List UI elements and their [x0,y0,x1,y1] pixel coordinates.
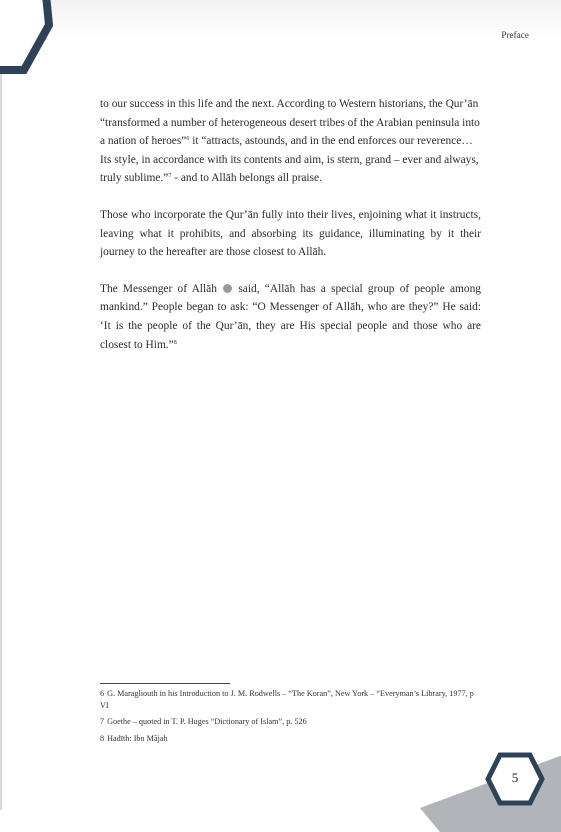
footnote-ref-8[interactable]: 8 [173,339,177,346]
footnotes [100,688,484,749]
salla-honorific-icon [223,284,232,293]
footnote-ref-6[interactable]: 6 [186,136,190,143]
main-text [100,95,481,372]
running-head: Preface [501,30,529,40]
page-number: 5 [511,770,519,785]
paragraph-3: The Messenger of Allāh said, “Allāh has a special group of people among mankind.” People began to ask: “O Messenger of Allāh, who are they?” He said: ‘It is the people of the Qur’ān, they are His special people and those who are closest to Him.”$^8$ [100,282,482,351]
footnote-divider [100,683,230,684]
footnote-ref-7[interactable]: 7 [168,173,172,180]
paragraph-1: to our success in this life and the next. According to Western historians, the Qur’ān “transformed a number of heterogeneous desert tribes of the Arabian peninsula into a nation of heroes”$^6$ it “attracts, astounds, and in the end enforces our reverence… Its style, in accordance with its contents and aim, is stern, grand – ever and always, truly sublime.”$^7$ - and to Allāh belongs all praise. [100,98,480,185]
footnote-8: 8 Hadīth: Ibn Mājah [100,733,168,743]
paragraph-2: Those who incorporate the Qur’ān fully into their lives, enjoining what it instructs, leaving what it prohibits, and absorbing its guidance, illuminating by it their journey to the hereafter are those closest to Allāh. [100,208,481,259]
footnote-6: 6 G. Maragliouth in his Introduction to J. M. Rodwells – “The Koran”, New York – “Everyman’s Library, 1977, p VI [100,689,474,710]
corner-hexagon-icon [0,0,54,80]
page-edge [0,0,2,810]
footnote-7: 7 Goethe – quoted in T. P. Huges “Dictionary of Islam”, p. 526 [100,717,307,726]
